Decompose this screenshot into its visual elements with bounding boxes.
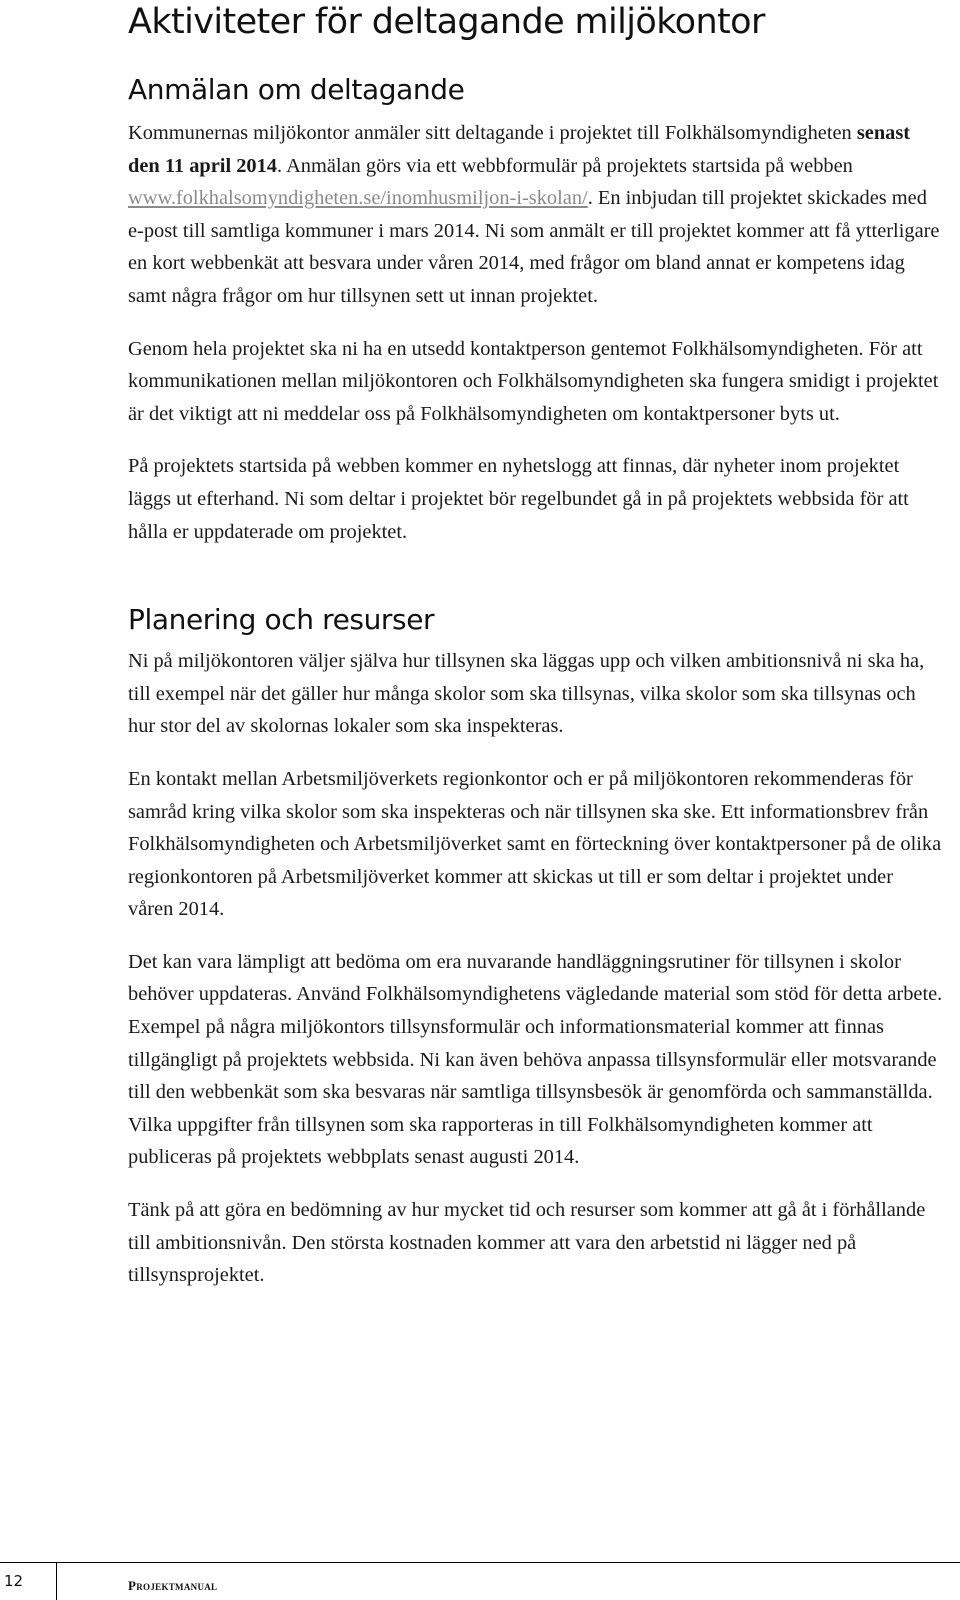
footer-divider: [56, 1562, 57, 1600]
section-heading-planering: Planering och resurser: [128, 603, 435, 637]
section-heading-anmalan: Anmälan om deltagande: [128, 73, 465, 106]
running-title: Projektmanual: [128, 1578, 218, 1593]
paragraph-kontaktperson: Genom hela projektet ska ni ha en utsedd kontaktperson gentemot Folkhälsomyndigheten. För att kommunikationen mellan miljökontoren och Folkhälsomyndigheten ska fungera smidigt i projektet är det viktigt att ni meddelar oss på Folkhälsomyndigheten om kontaktpersoner byts ut.: [128, 337, 939, 425]
footer-rule: [0, 1562, 960, 1563]
project-website-link[interactable]: www.folkhalsomyndigheten.se/inomhusmiljon-i-skolan/: [128, 187, 588, 210]
paragraph-anmalan-text-3: . En inbjudan till projektet skickades med e-post till samtliga kommuner i mars 2014. Ni som anmält er till projektet kommer att få ytterligare en kort webbenkät att besvara under våren 2014, med frågor om bland annat er kompetens idag samt några frågor om hur tillsynen sett ut innan projektet.: [128, 187, 940, 307]
paragraph-anmalan-text-2: . Anmälan görs via ett webbformulär på projektets startsida på webben: [277, 154, 853, 177]
paragraph-handlaggningsrutiner: Det kan vara lämpligt att bedöma om era nuvarande handläggningsrutiner för tillsynen i skolor behöver uppdateras. Använd Folkhälsomyndighetens vägledande material som stöd för detta arbete. Exempel på några miljökontors tillsynsformulär och informationsmaterial kommer att finnas tillgängligt på projektets webbsida. Ni kan även behöva anpassa tillsynsformulär eller motsvarande till den webbenkät som ska besvaras när samtliga tillsynsbesök är genomförda och sammanställda. Vilka uppgifter från tillsynen som ska rapporteras in till Folkhälsomyndigheten kommer att publiceras på projektets webbplats senast augusti 2014.: [128, 950, 943, 1169]
paragraph-arbetsmiljoverket: En kontakt mellan Arbetsmiljöverkets regionkontor och er på miljökontoren rekommenderas för samråd kring vilka skolor som ska inspekteras och när tillsynen ska ske. Ett informationsbrev från Folkhälsomyndigheten och Arbetsmiljöverket samt en förteckning över kontaktpersoner på de olika regionkontoren på Arbetsmiljöverket kommer att skickas ut till er som deltar i projektet under våren 2014.: [128, 767, 942, 921]
page-content: [128, 0, 943, 1292]
paragraph-resurser: Tänk på att göra en bedömning av hur mycket tid och resurser som kommer att gå åt i förhållande till ambitionsnivån. Den största kostnaden kommer att vara den arbetstid ni lägger ned på tillsynsprojektet.: [128, 1199, 926, 1287]
page-title: Aktiviteter för deltagande miljökontor: [128, 2, 765, 42]
paragraph-anmalan: [128, 117, 943, 313]
paragraph-ambitionsniva: Ni på miljökontoren väljer själva hur tillsynen ska läggas upp och vilken ambitionsnivå ni ska ha, till exempel när det gäller hur många skolor som ska tillsynas, vilka skolor som ska tillsynas och hur stor del av skolornas lokaler som ska inspekteras.: [128, 650, 925, 738]
paragraph-anmalan-text-1: Kommunernas miljökontor anmäler sitt deltagande i projektet till Folkhälsomyndigheten: [128, 122, 857, 144]
page-number: 12: [4, 1572, 24, 1590]
paragraph-nyhetslogg: På projektets startsida på webben kommer en nyhetslogg att finnas, där nyheter inom projektet läggs ut efterhand. Ni som deltar i projektet bör regelbundet gå in på projektets webbsida för att hålla er uppdaterade om projektet.: [128, 455, 909, 543]
deadline-text: senast den 11 april 2014: [128, 122, 911, 177]
